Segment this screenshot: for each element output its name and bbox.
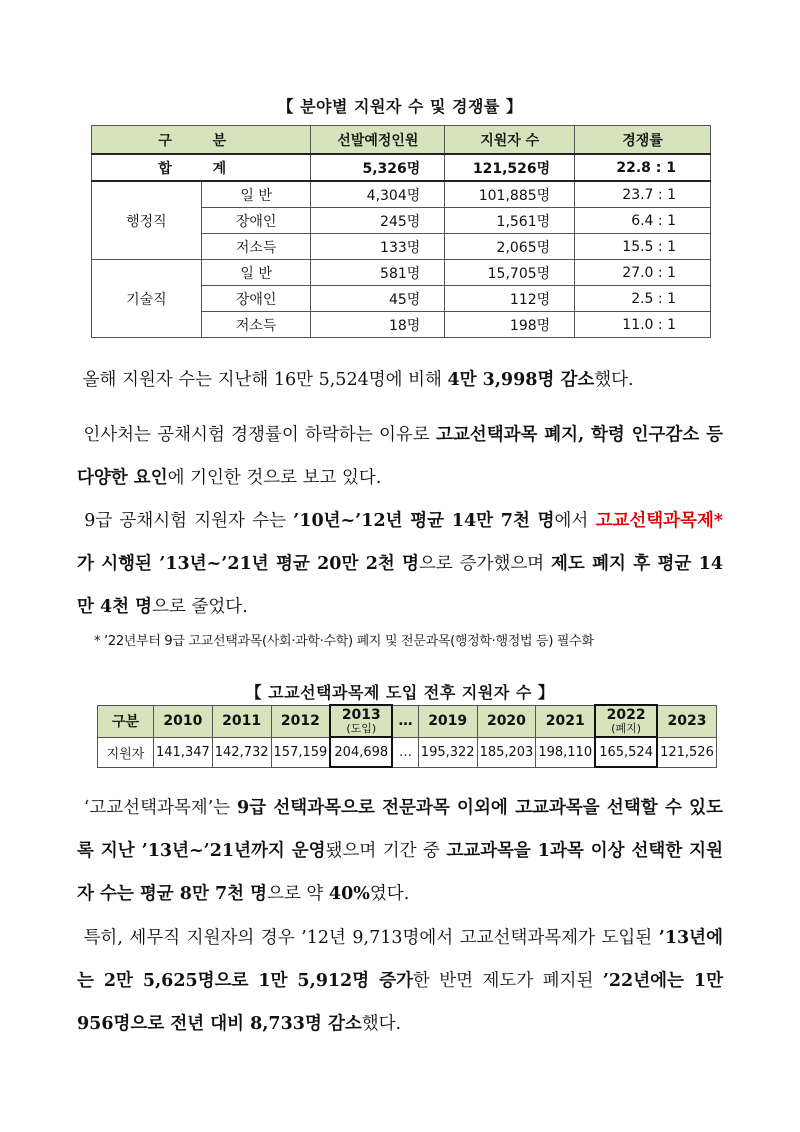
header-year: 2020 bbox=[477, 705, 536, 737]
row-label: 지원자 bbox=[98, 737, 154, 767]
header-category: 구 분 bbox=[92, 126, 311, 155]
row-ratio: 6.4 : 1 bbox=[575, 208, 711, 234]
total-planned: 5,326명 bbox=[311, 154, 445, 181]
header-year-abolition: 2022 (폐지) bbox=[595, 705, 657, 737]
row-planned: 18명 bbox=[311, 312, 445, 338]
applicants-value: 141,347 bbox=[154, 737, 213, 767]
table2-header-row bbox=[98, 705, 717, 737]
applicants-value: 185,203 bbox=[477, 737, 536, 767]
row-ratio: 11.0 : 1 bbox=[575, 312, 711, 338]
row-applicants: 15,705명 bbox=[445, 260, 575, 286]
row-planned: 133명 bbox=[311, 234, 445, 260]
paragraph-3: 9급 공채시험 지원자 수는 ’10년~’12년 평균 14만 7천 명에서 고교선택과목제*가 시행된 ’13년~’21년 평균 20만 2천 명으로 증가했으며 제도 폐지 후 평균 14만 4천 명으로 줄었다. bbox=[77, 511, 724, 617]
header-year-introduction: 2013 (도입) bbox=[330, 705, 392, 737]
row-applicants: 1,561명 bbox=[445, 208, 575, 234]
row-ratio: 15.5 : 1 bbox=[575, 234, 711, 260]
header-year: 2019 bbox=[418, 705, 477, 737]
total-label: 합 계 bbox=[92, 154, 311, 181]
table1-total-row bbox=[92, 154, 711, 181]
paragraph-5: 특히, 세무직 지원자의 경우 ’12년 9,713명에서 고교선택과목제가 도입된 ’13년에는 2만 5,625명으로 1만 5,912명 증가한 반면 제도가 폐지된 ’22년에는 1만 956명으로 전년 대비 8,733명 감소했다. bbox=[77, 928, 723, 1034]
row-sub: 저소득 bbox=[201, 312, 311, 338]
paragraph-1: 올해 지원자 수는 지난해 16만 5,524명에 비해 4만 3,998명 감소했다. bbox=[82, 370, 634, 390]
row-planned: 4,304명 bbox=[311, 181, 445, 208]
header-year: 2010 bbox=[154, 705, 213, 737]
group-admin: 행정직 bbox=[92, 181, 202, 260]
applicants-value: 165,524 bbox=[595, 737, 657, 767]
applicants-value: 204,698 bbox=[330, 737, 392, 767]
header-applicants: 지원자 수 bbox=[445, 126, 575, 155]
row-ratio: 23.7 : 1 bbox=[575, 181, 711, 208]
ellipsis-cell: … bbox=[392, 737, 418, 767]
table1-title: 【 분야별 지원자 수 및 경쟁률 】 bbox=[277, 97, 523, 116]
row-sub: 장애인 bbox=[201, 208, 311, 234]
row-sub: 일 반 bbox=[201, 181, 311, 208]
row-ratio: 2.5 : 1 bbox=[575, 286, 711, 312]
applicants-value: 121,526 bbox=[657, 737, 716, 767]
header-year: 2011 bbox=[212, 705, 271, 737]
row-sub: 장애인 bbox=[201, 286, 311, 312]
applicants-value: 142,732 bbox=[212, 737, 271, 767]
table-row bbox=[98, 737, 717, 767]
applicants-by-year-table bbox=[97, 704, 717, 768]
group-tech: 기술직 bbox=[92, 260, 202, 338]
row-applicants: 198명 bbox=[445, 312, 575, 338]
header-year: 2012 bbox=[271, 705, 330, 737]
applicants-by-field-table bbox=[91, 125, 711, 338]
footnote: * ’22년부터 9급 고교선택과목(사회·과학·수학) 폐지 및 전문과목(행정학·행정법 등) 필수화 bbox=[94, 634, 594, 649]
row-applicants: 112명 bbox=[445, 286, 575, 312]
paragraph-4: ‘고교선택과목제’는 9급 선택과목으로 전문과목 이외에 고교과목을 선택할 수 있도록 지난 ’13년~’21년까지 운영됐으며 기간 중 고교과목을 1과목 이상 선택한 지원자 수는 평균 8만 7천 명으로 약 40%였다. bbox=[77, 798, 723, 904]
table-row bbox=[92, 260, 711, 286]
row-ratio: 27.0 : 1 bbox=[575, 260, 711, 286]
row-sub: 저소득 bbox=[201, 234, 311, 260]
header-ellipsis: … bbox=[392, 705, 418, 737]
total-ratio: 22.8 : 1 bbox=[575, 154, 711, 181]
row-sub: 일 반 bbox=[201, 260, 311, 286]
header-year: 2021 bbox=[536, 705, 595, 737]
header-year: 2023 bbox=[657, 705, 716, 737]
header-ratio: 경쟁률 bbox=[575, 126, 711, 155]
table-row bbox=[92, 181, 711, 208]
header-category: 구분 bbox=[98, 705, 154, 737]
table1-header-row bbox=[92, 126, 711, 155]
row-planned: 45명 bbox=[311, 286, 445, 312]
applicants-value: 198,110 bbox=[536, 737, 595, 767]
table2-title: 【 고교선택과목제 도입 전후 지원자 수 】 bbox=[245, 683, 555, 702]
applicants-value: 195,322 bbox=[418, 737, 477, 767]
row-applicants: 101,885명 bbox=[445, 181, 575, 208]
row-applicants: 2,065명 bbox=[445, 234, 575, 260]
header-planned: 선발예정인원 bbox=[311, 126, 445, 155]
paragraph-2: 인사처는 공채시험 경쟁률이 하락하는 이유로 고교선택과목 폐지, 학령 인구감소 등 다양한 요인에 기인한 것으로 보고 있다. bbox=[77, 425, 723, 488]
total-applicants: 121,526명 bbox=[445, 154, 575, 181]
applicants-value: 157,159 bbox=[271, 737, 330, 767]
row-planned: 245명 bbox=[311, 208, 445, 234]
row-planned: 581명 bbox=[311, 260, 445, 286]
